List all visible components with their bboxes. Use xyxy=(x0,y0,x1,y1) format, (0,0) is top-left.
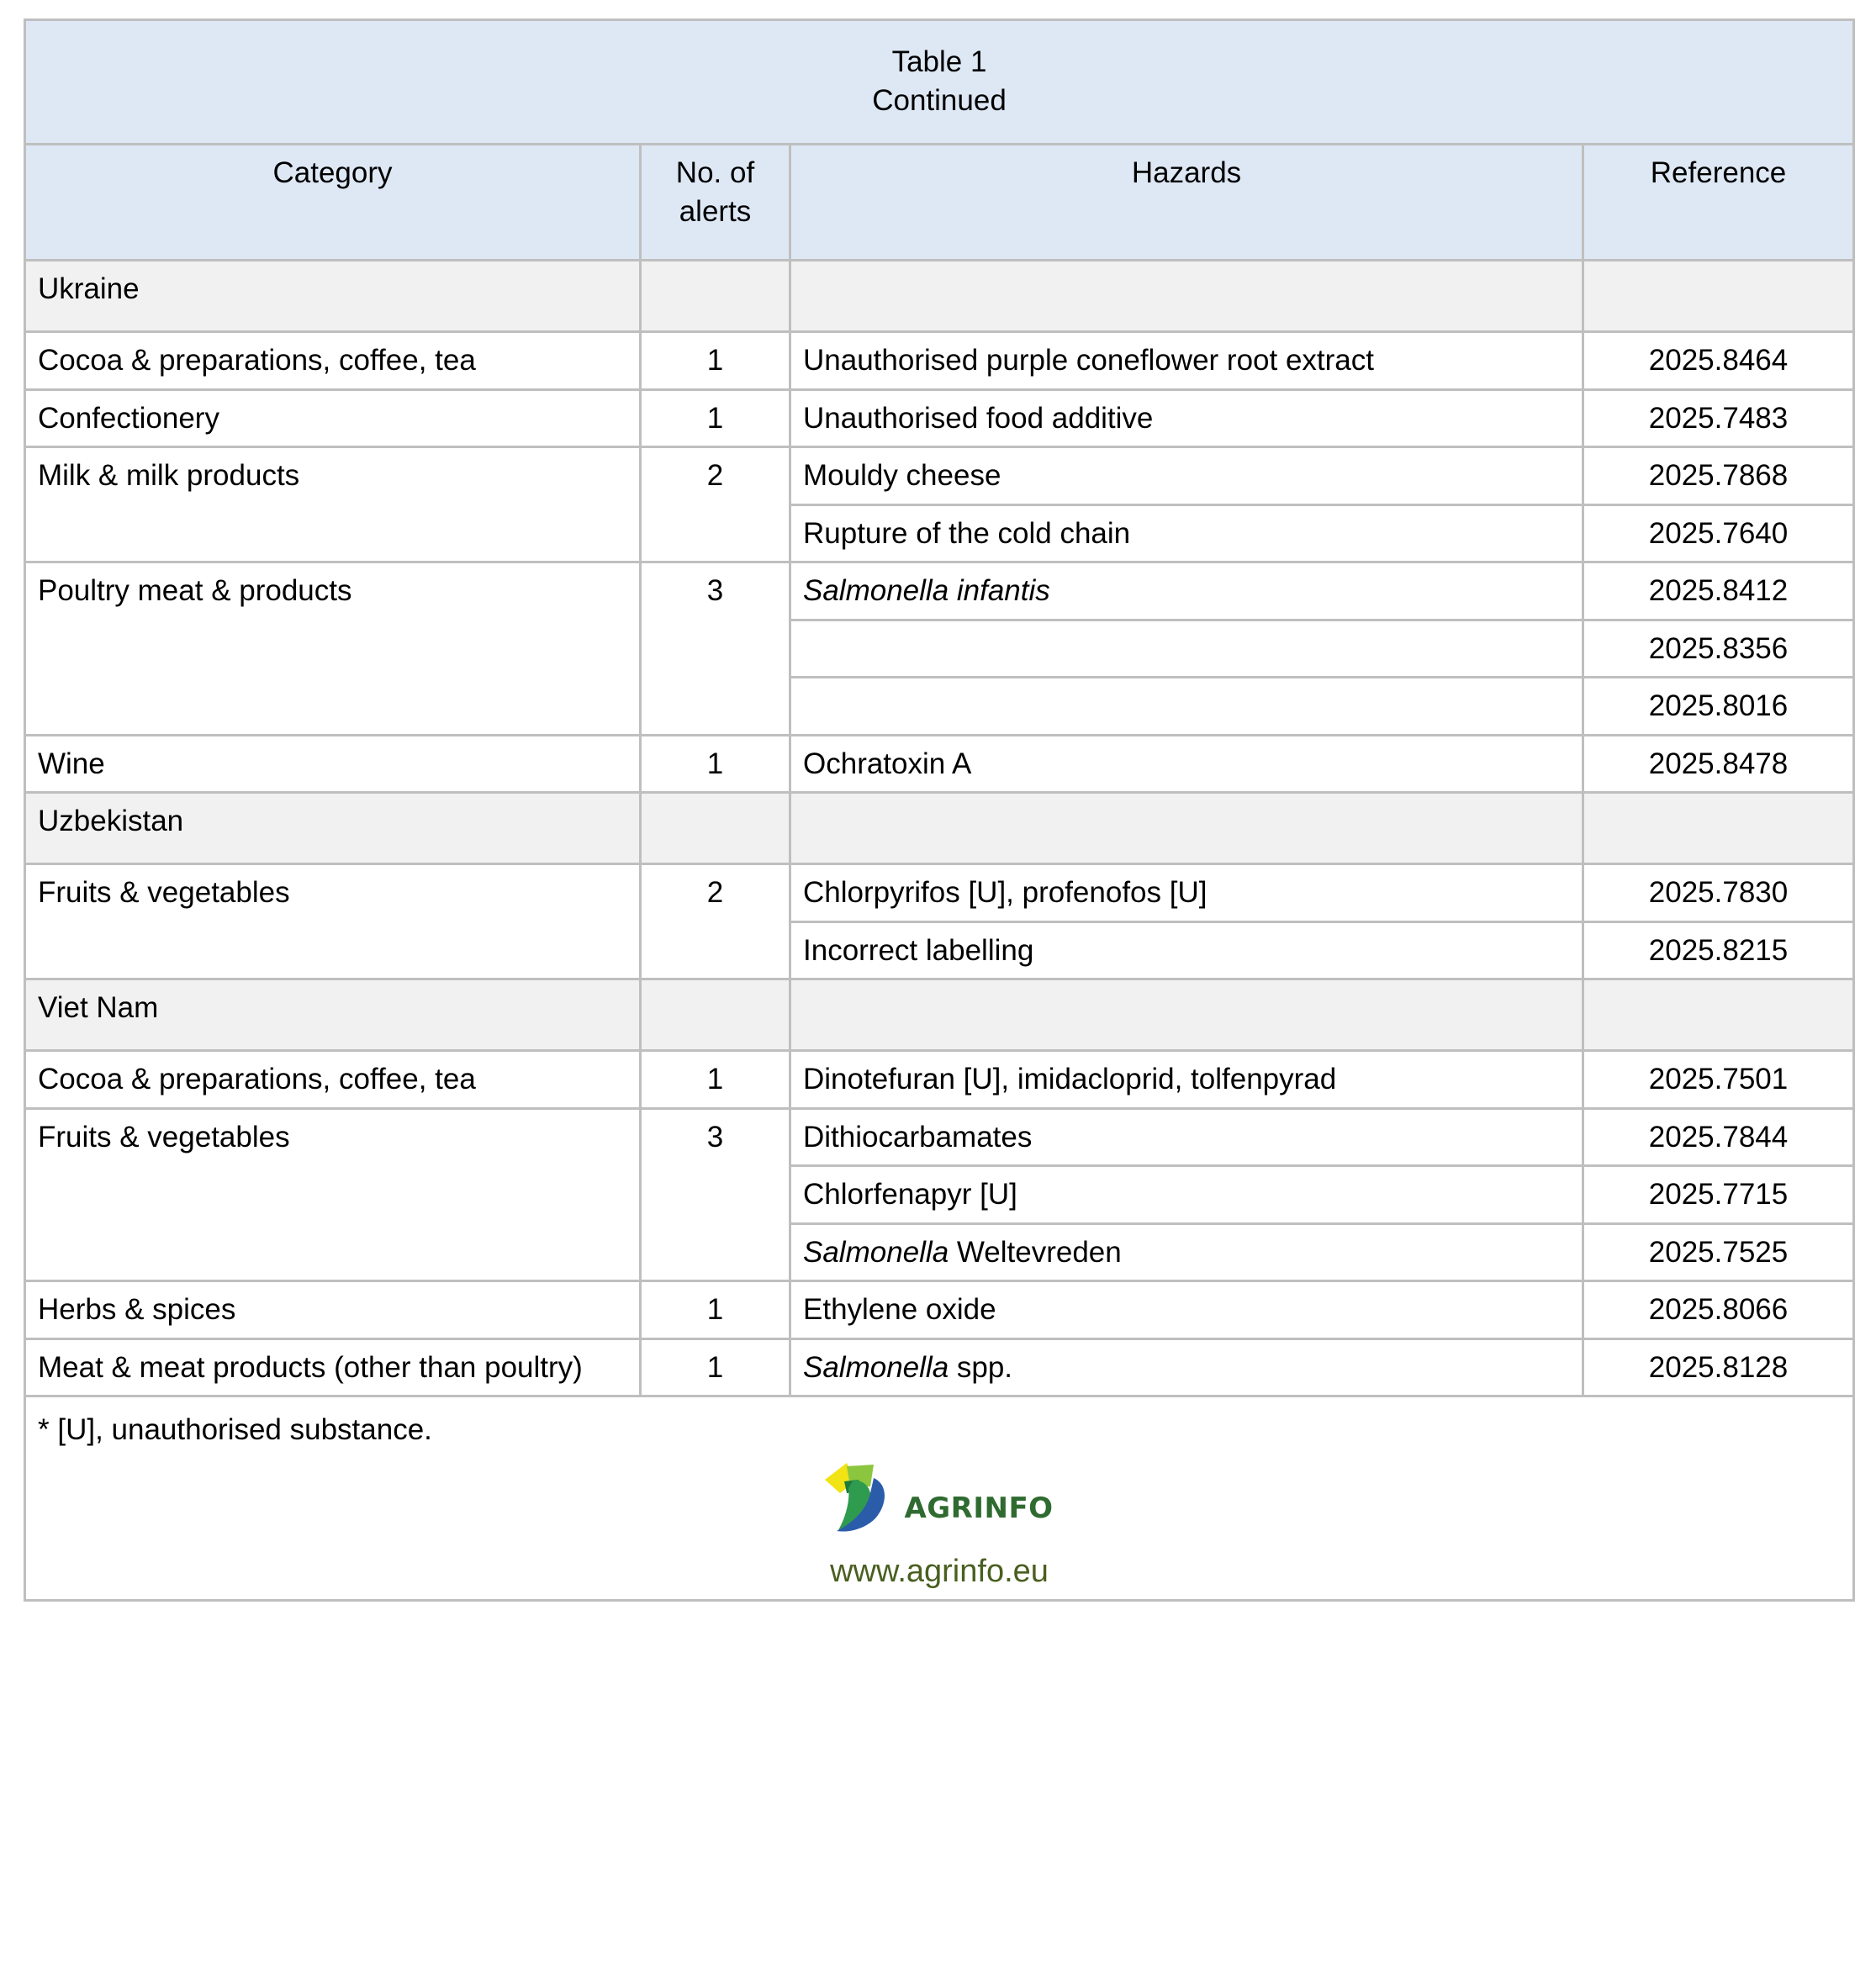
footnote-row xyxy=(25,1396,1854,1601)
cell-reference: 2025.8478 xyxy=(1583,735,1854,793)
table-row xyxy=(25,735,1854,793)
table-row xyxy=(25,562,1854,620)
cell-reference: 2025.8066 xyxy=(1583,1281,1854,1339)
cell-hazard: Unauthorised food additive xyxy=(790,389,1583,447)
cell-hazard: Chlorfenapyr [U] xyxy=(790,1166,1583,1224)
column-header-row xyxy=(25,145,1854,261)
cell-hazard: Chlorpyrifos [U], profenofos [U] xyxy=(790,864,1583,922)
cell-category: Confectionery xyxy=(25,389,641,447)
brand-block xyxy=(38,1461,1841,1593)
table-row xyxy=(25,1108,1854,1166)
cell-hazard xyxy=(790,678,1583,736)
table-row xyxy=(25,1051,1854,1109)
alerts-table xyxy=(24,18,1855,1602)
column-header-category: Category xyxy=(25,145,641,261)
cell-hazard: Salmonella infantis xyxy=(790,562,1583,620)
section-hazards-blank xyxy=(790,979,1583,1051)
column-header-alerts xyxy=(641,145,790,261)
cell-hazard xyxy=(790,620,1583,678)
cell-alert-count: 3 xyxy=(641,562,790,736)
cell-category: Poultry meat & products xyxy=(25,562,641,736)
section-reference-blank xyxy=(1583,793,1854,864)
cell-category: Fruits & vegetables xyxy=(25,1108,641,1281)
cell-hazard: Salmonella spp. xyxy=(790,1338,1583,1396)
cell-hazard: Ethylene oxide xyxy=(790,1281,1583,1339)
cell-alert-count: 1 xyxy=(641,735,790,793)
section-hazards-blank xyxy=(790,793,1583,864)
cell-reference: 2025.7715 xyxy=(1583,1166,1854,1224)
cell-hazard: Ochratoxin A xyxy=(790,735,1583,793)
agrinfo-logo-icon xyxy=(822,1461,902,1534)
cell-reference: 2025.8215 xyxy=(1583,921,1854,979)
cell-alert-count: 1 xyxy=(641,332,790,390)
cell-hazard: Dinotefuran [U], imidacloprid, tolfenpyrad xyxy=(790,1051,1583,1109)
cell-reference: 2025.8412 xyxy=(1583,562,1854,620)
cell-category: Cocoa & preparations, coffee, tea xyxy=(25,1051,641,1109)
section-alerts-blank xyxy=(641,793,790,864)
cell-reference: 2025.7868 xyxy=(1583,447,1854,505)
table-row xyxy=(25,389,1854,447)
cell-hazard: Incorrect labelling xyxy=(790,921,1583,979)
table-row xyxy=(25,447,1854,505)
table-title xyxy=(25,20,1854,145)
cell-category: Fruits & vegetables xyxy=(25,864,641,979)
cell-alert-count: 1 xyxy=(641,1051,790,1109)
cell-category: Wine xyxy=(25,735,641,793)
footnote-cell xyxy=(25,1396,1854,1601)
cell-reference: 2025.8128 xyxy=(1583,1338,1854,1396)
section-name: Viet Nam xyxy=(25,979,641,1051)
section-row xyxy=(25,979,1854,1051)
cell-hazard: Rupture of the cold chain xyxy=(790,504,1583,562)
cell-hazard: Mouldy cheese xyxy=(790,447,1583,505)
column-header-alerts-line-1: No. of xyxy=(675,156,755,189)
brand-wordmark: AGRINFO xyxy=(904,1491,1054,1526)
column-header-hazards: Hazards xyxy=(790,145,1583,261)
cell-reference: 2025.8356 xyxy=(1583,620,1854,678)
cell-hazard: Salmonella Weltevreden xyxy=(790,1223,1583,1281)
cell-alert-count: 1 xyxy=(641,1281,790,1339)
cell-alert-count: 3 xyxy=(641,1108,790,1281)
section-reference-blank xyxy=(1583,979,1854,1051)
section-reference-blank xyxy=(1583,261,1854,332)
cell-reference: 2025.8016 xyxy=(1583,678,1854,736)
table-row xyxy=(25,332,1854,390)
table-title-line-1: Table 1 xyxy=(891,45,987,78)
table-title-row xyxy=(25,20,1854,145)
cell-alert-count: 2 xyxy=(641,447,790,562)
cell-reference: 2025.7483 xyxy=(1583,389,1854,447)
table-row xyxy=(25,864,1854,922)
section-row xyxy=(25,793,1854,864)
brand-url[interactable]: www.agrinfo.eu xyxy=(830,1554,1049,1589)
cell-reference: 2025.7844 xyxy=(1583,1108,1854,1166)
cell-hazard: Dithiocarbamates xyxy=(790,1108,1583,1166)
table-title-line-2: Continued xyxy=(872,83,1007,117)
cell-reference: 2025.8464 xyxy=(1583,332,1854,390)
cell-category: Cocoa & preparations, coffee, tea xyxy=(25,332,641,390)
cell-alert-count: 1 xyxy=(641,1338,790,1396)
cell-category: Herbs & spices xyxy=(25,1281,641,1339)
column-header-alerts-line-2: alerts xyxy=(679,194,752,228)
cell-reference: 2025.7640 xyxy=(1583,504,1854,562)
cell-category: Meat & meat products (other than poultry) xyxy=(25,1338,641,1396)
cell-alert-count: 1 xyxy=(641,389,790,447)
table-row xyxy=(25,1281,1854,1339)
brand-mark xyxy=(822,1461,1056,1534)
cell-alert-count: 2 xyxy=(641,864,790,979)
section-hazards-blank xyxy=(790,261,1583,332)
section-row xyxy=(25,261,1854,332)
section-alerts-blank xyxy=(641,979,790,1051)
table-row xyxy=(25,1338,1854,1396)
section-name: Uzbekistan xyxy=(25,793,641,864)
cell-hazard: Unauthorised purple coneflower root extract xyxy=(790,332,1583,390)
cell-category: Milk & milk products xyxy=(25,447,641,562)
cell-reference: 2025.7525 xyxy=(1583,1223,1854,1281)
column-header-reference: Reference xyxy=(1583,145,1854,261)
section-alerts-blank xyxy=(641,261,790,332)
cell-reference: 2025.7501 xyxy=(1583,1051,1854,1109)
cell-reference: 2025.7830 xyxy=(1583,864,1854,922)
footnote-text: * [U], unauthorised substance. xyxy=(38,1413,432,1446)
section-name: Ukraine xyxy=(25,261,641,332)
